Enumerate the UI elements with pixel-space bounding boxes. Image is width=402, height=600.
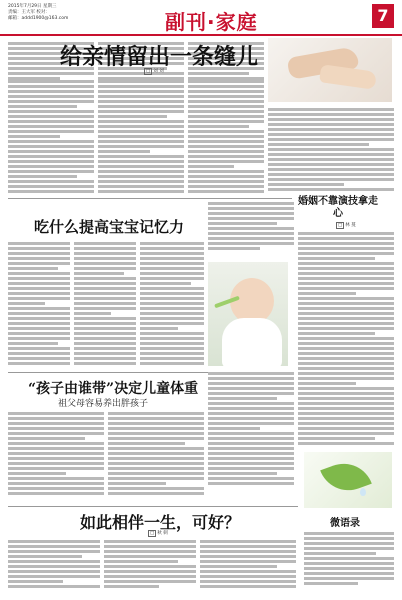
section-title: 副刊·家庭: [165, 10, 258, 34]
smoke-intro-col: [268, 106, 394, 192]
lifelong-body-col-3: [200, 538, 296, 596]
love-body-col-3: [188, 78, 264, 196]
mother-article-title: “孩子由谁带”决定儿童体重: [28, 381, 199, 397]
memory-body-col-2: [74, 240, 136, 370]
love-body-col-2: [98, 78, 184, 196]
smoke-body-col: [298, 230, 394, 448]
love-article-title: 给亲情留出一条缝儿: [60, 44, 259, 70]
masthead: [0, 0, 402, 36]
small-quotes-body: [304, 530, 394, 596]
lifelong-body-col-1: [8, 538, 100, 596]
email-line: 邮箱：addd1900@163.com: [8, 16, 69, 21]
smoke-article-byline: □ 林 蔓: [338, 223, 356, 228]
issue-date: 2015年7月29日 星期三: [8, 4, 57, 9]
small-quotes-title: 微语录: [330, 518, 360, 529]
hands-photo: [268, 38, 392, 102]
memory-body-col-1: [8, 240, 70, 370]
mother-article-subtitle: 祖父母容易养出胖孩子: [58, 399, 149, 409]
memory-article-title: 吃什么提高宝宝记忆力: [34, 218, 185, 236]
editor-line: 责编：王大军 校对：: [8, 10, 50, 15]
leaf-photo: [304, 452, 392, 508]
masthead-meta: [8, 4, 68, 22]
memory-intro-col: [208, 200, 294, 260]
baby-eating-photo: [208, 262, 288, 366]
mother-body-col-1: [8, 410, 104, 500]
lifelong-body-col-2: [104, 538, 196, 596]
mother-right-col: [208, 370, 294, 490]
divider-memory: [8, 198, 292, 199]
smoke-article-title: 婚姻不靠演技拿走心: [298, 196, 378, 219]
love-article-byline: □ 刘 刘: [146, 69, 164, 74]
memory-body-col-3: [140, 240, 204, 370]
love-body-col-1: [8, 78, 94, 196]
lifelong-article-title: 如此相伴一生，可好？: [80, 513, 241, 532]
lifelong-article-byline: □ 秋 刺: [150, 531, 168, 536]
divider-lifelong: [8, 506, 298, 507]
mother-body-col-2: [108, 410, 204, 500]
page-number: 7: [372, 4, 394, 28]
